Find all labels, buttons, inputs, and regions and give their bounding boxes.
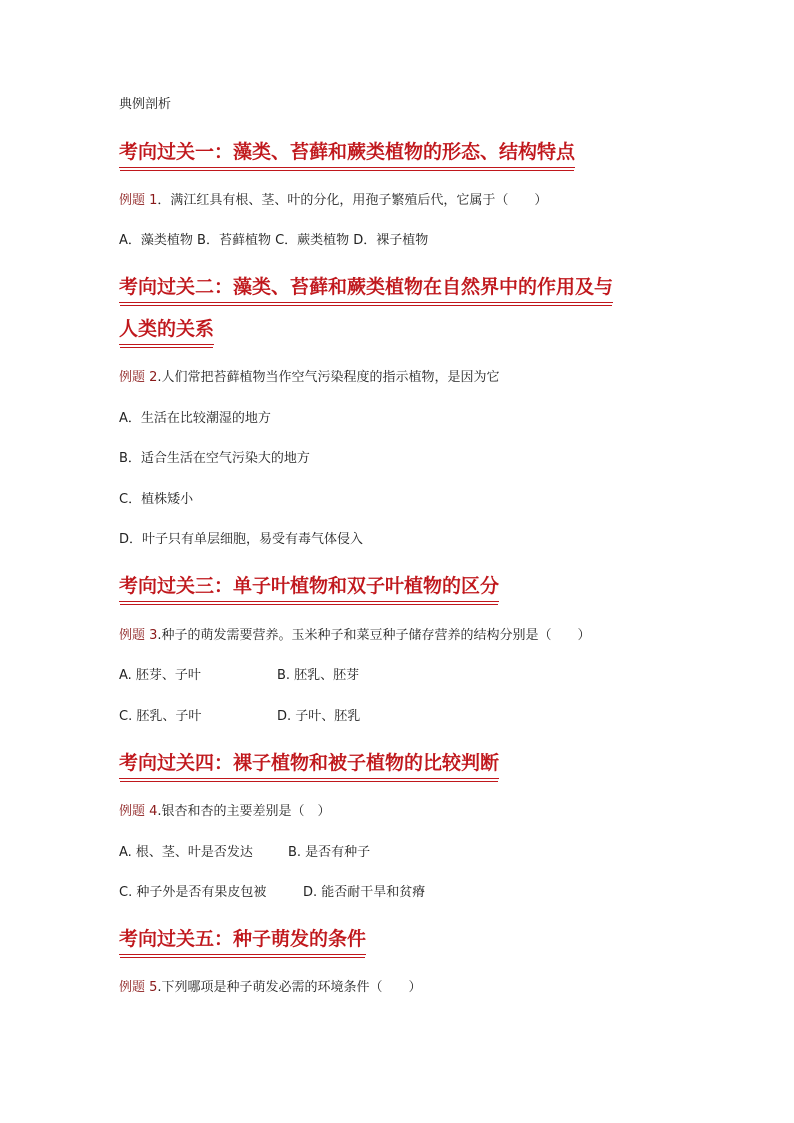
example-4-option-b: B. 是否有种子	[288, 845, 371, 860]
example-1-question	[119, 192, 547, 210]
example-2-option-b: B．适合生活在空气污染大的地方	[119, 451, 310, 466]
example-4-option-d: D. 能否耐干旱和贫瘠	[303, 885, 426, 900]
example-2-label: 例题 2	[119, 370, 158, 385]
example-4-text: .银杏和杏的主要差别是（ ）	[157, 804, 331, 819]
example-2-option-d: D．叶子只有单层细胞，易受有毒气体侵入	[119, 532, 364, 547]
example-3-option-c: C. 胚乳、子叶	[119, 709, 202, 724]
example-5-text: .下列哪项是种子萌发必需的环境条件（ ）	[157, 980, 422, 995]
example-3-option-d: D. 子叶、胚乳	[277, 709, 361, 724]
example-3-option-b: B. 胚乳、胚芽	[277, 668, 360, 683]
example-3-text: .种子的萌发需要营养。玉米种子和菜豆种子储存营养的结构分别是（ ）	[157, 628, 591, 643]
example-2-text: .人们常把苔藓植物当作空气污染程度的指示植物，是因为它	[157, 370, 500, 385]
example-4-label: 例题 4	[119, 804, 158, 819]
example-4-option-c: C. 种子外是否有果皮包被	[119, 885, 267, 900]
section-2-heading-line1: 考向过关二：藻类、苔藓和蕨类植物在自然界中的作用及与	[119, 274, 613, 303]
section-1-heading: 考向过关一：藻类、苔藓和蕨类植物的形态、结构特点	[119, 139, 575, 168]
example-1-text: ．满江红具有根、茎、叶的分化，用孢子繁殖后代，它属于（ ）	[157, 193, 548, 208]
section-4-heading: 考向过关四：裸子植物和被子植物的比较判断	[119, 750, 499, 779]
section-3-heading: 考向过关三：单子叶植物和双子叶植物的区分	[119, 573, 499, 602]
section-5-heading: 考向过关五：种子萌发的条件	[119, 926, 366, 955]
example-5-question	[119, 979, 422, 997]
example-1-options: A．藻类植物 B．苔藓植物 C．蕨类植物 D．裸子植物	[119, 233, 429, 248]
example-2-question	[119, 369, 500, 387]
intro-label: 典例剖析	[119, 97, 172, 112]
example-3-label: 例题 3	[119, 628, 158, 643]
example-4-question	[119, 803, 331, 821]
example-4-option-a: A. 根、茎、叶是否发达	[119, 845, 253, 860]
example-2-option-a: A．生活在比较潮湿的地方	[119, 411, 271, 426]
example-5-label: 例题 5	[119, 980, 158, 995]
example-1-label: 例题 1	[119, 193, 158, 208]
example-3-question	[119, 627, 591, 645]
example-3-option-a: A. 胚芽、子叶	[119, 668, 201, 683]
example-2-option-c: C．植株矮小	[119, 492, 194, 507]
section-2-heading-line2: 人类的关系	[119, 316, 214, 345]
